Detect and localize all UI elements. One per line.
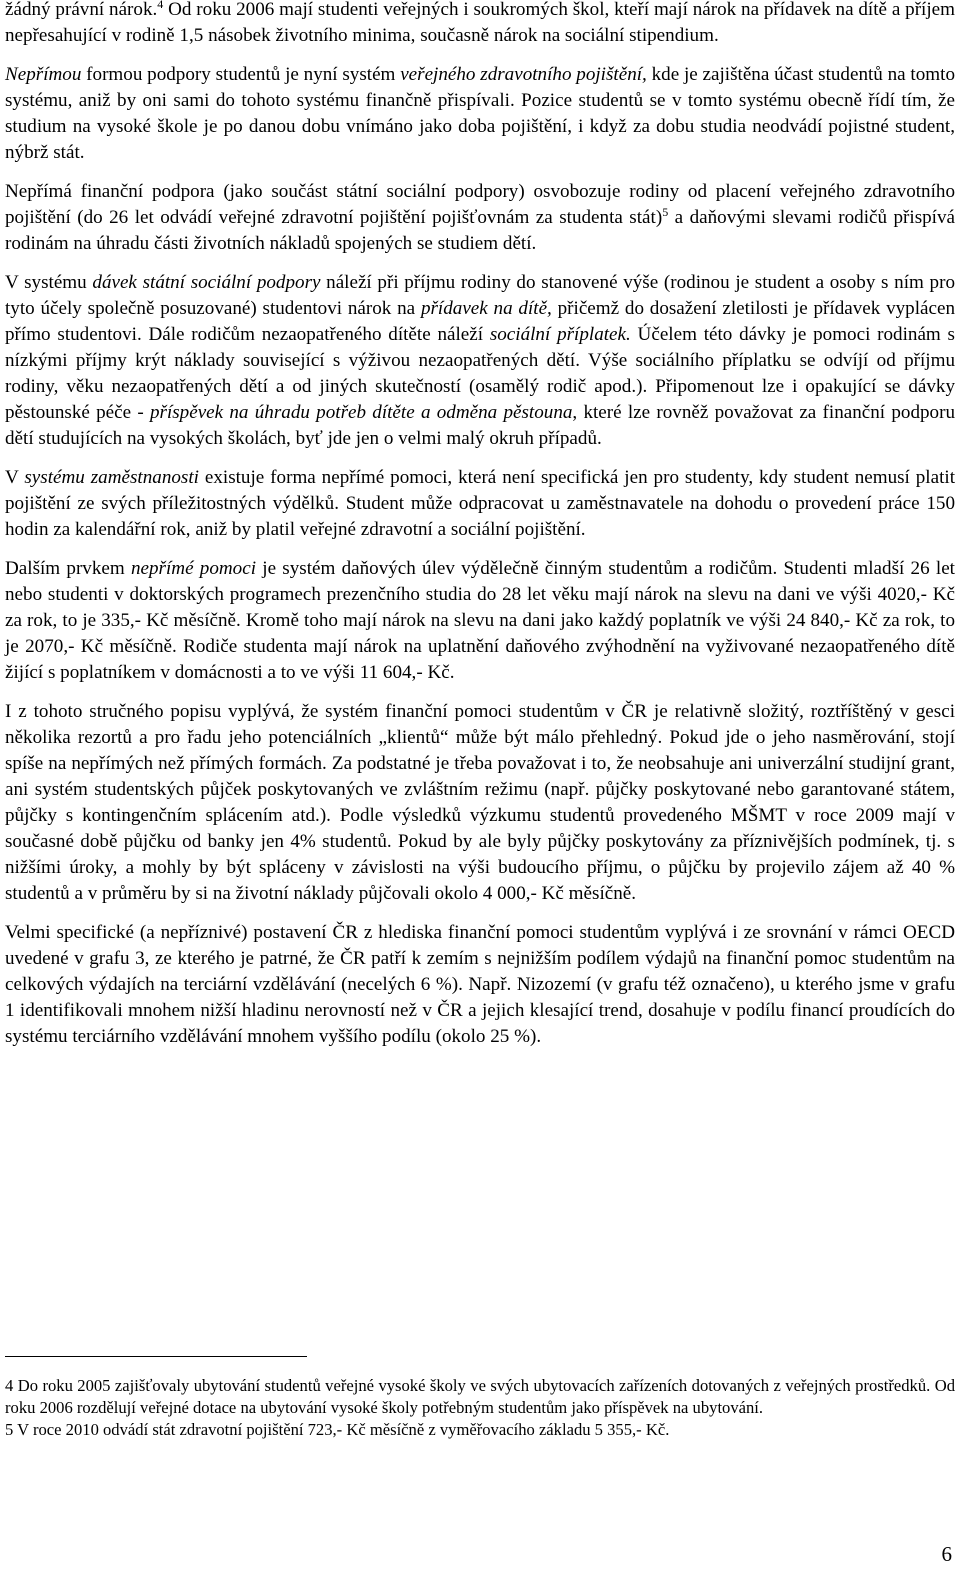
- text-run: a daňovými slevami rodičů přispívá rodinám na úhradu části životních nákladů spojených se studiem dětí.: [5, 207, 956, 254]
- emphasis-text: systému zaměstnanosti: [24, 467, 199, 488]
- emphasis-text: veřejného zdravotního pojištění,: [400, 64, 647, 85]
- text-run: Od roku 2006 mají studenti veřejných i soukromých škol, kteří mají nárok na přídavek na dítě a příjem nepřesahující v rodině 1,5 násobek životního minima, současně nárok na sociální stipendium.: [5, 0, 955, 46]
- emphasis-text: dávek státní sociální podpory: [92, 272, 321, 293]
- footnote-ref-5[interactable]: 5: [662, 205, 669, 219]
- text-run: V systému: [5, 272, 93, 293]
- text-run: náleží při příjmu rodiny do stanovené výše (rodinou je student a osoby s ním pro tyto účely společně posuzované) studentovi nárok na: [5, 272, 955, 319]
- paragraph-6: [5, 556, 955, 686]
- footnote-5: 5 V roce 2010 odvádí stát zdravotní pojištění 723,- Kč měsíčně z vyměřovacího základu 5 355,- Kč.: [5, 1420, 670, 1439]
- paragraph-8: Velmi specifické (a nepříznivé) postavení ČR z hlediska finanční pomoci studentům vyplývá i ze srovnání v rámci OECD uvedené v grafu 3, ze kterého je patrné, že ČR patří k zemím s nejnižším podílem výdajů na finanční pomoc studentům na celkových výdajích na terciární vzdělávání (necelých 6 %). Např. Nizozemí (v grafu též označeno), u kterého jsme v grafu 1 identifikovali mnohem nižší hladinu nerovností než v ČR a jejich klesající trend, dosahuje v podílu financí proudících do systému terciárního vzdělávání mnohem vyššího podílu (okolo 25 %).: [5, 922, 955, 1047]
- emphasis-text: Nepřímou: [5, 64, 82, 85]
- text-run: kde je zajištěna účast studentů na tomto systému, aniž by oni sami do tohoto systému finančně přispívali. Pozice studentů se v tomto systému obecně řídí tím, že studium na vysoké škole je po danou dobu vnímáno jako doba pojištění, i když za dobu studia neodvádí pojistné student, nýbrž stát.: [5, 64, 955, 163]
- text-run: formou podpory studentů je nyní systém: [81, 64, 401, 85]
- paragraph-7: I z tohoto stručného popisu vyplývá, že systém finanční pomoci studentům v ČR je relativně složitý, roztříštěný v gesci několika rezortů a pro řadu jeho potenciálních „klientů“ může být málo přehledný. Pokud jde o jeho nasměrování, stojí spíše na nepřímých než přímých formách. Za podstatné je třeba považovat i to, že neobsahuje ani univerzální studijní grant, ani systém studentských půjček poskytovaných ve zvláštním režimu (např. půjčky poskytované nebo garantované státem, půjčky s kontingenčním splácením atd.). Podle výsledků výzkumu studentů provedeného MŠMT v roce 2009 mají v současné době půjčku od banky jen 4% studentů. Pokud by ale byly půjčky poskytovány za příznivějších podmínek, tj. s nižšími úroky, a mohly by být spláceny v závislosti na výši budoucího příjmu, o půjčku by projevilo zájem až 40 % studentů a v průměru by si na životní náklady půjčovali okolo 4 000,- Kč měsíčně.: [5, 701, 955, 904]
- paragraph-1: [5, 0, 955, 49]
- text-run: přičemž do dosažení zletilosti je přídavek vyplácen přímo studentovi. Dále rodičům nezaopatřeného dítěte náleží: [5, 298, 955, 345]
- emphasis-text: sociální příplatek.: [489, 324, 631, 345]
- footnote-ref-4[interactable]: 4: [157, 0, 164, 11]
- emphasis-text: nepřímé pomoci: [130, 558, 257, 579]
- text-run: V: [5, 467, 25, 488]
- paragraph-5: [5, 465, 955, 543]
- paragraph-4: [5, 270, 955, 452]
- text-run: je systém daňových úlev výdělečně činným studentům a rodičům. Studenti mladší 26 let nebo studenti v doktorských programech prezenčního studia do 28 let věku mají nárok na slevu na dani ve výši 4020,- Kč za rok, to je 335,- Kč měsíčně. Kromě toho mají nárok na slevu na dani jako každý poplatník ve výši 24 840,- Kč za rok, to je 2070,- Kč měsíčně. Rodiče studenta mají nárok na uplatnění daňového zvýhodnění na vyživované nezaopatřeného dítě žijící s poplatníkem v domácnosti a to ve výši 11 604,- Kč.: [5, 558, 955, 683]
- paragraph-2: [5, 62, 955, 166]
- paragraph-3: [5, 179, 955, 257]
- text-run: Dalším prvkem: [5, 558, 131, 579]
- text-run: Nepřímá finanční podpora (jako součást státní sociální podpory) osvobozuje rodiny od placení veřejného zdravotního pojištění (do 26 let odvádí veřejné zdravotní pojištění pojišťovnám za studenta stát): [5, 181, 955, 228]
- footnotes-section: [5, 1356, 955, 1441]
- footnote-4: 4 Do roku 2005 zajišťovaly ubytování studentů veřejné vysoké školy ve svých ubytovacích zařízeních dotovaných z veřejných prostředků. Od roku 2006 rozdělují veřejné dotace na ubytování vysoké školy potřebným studentům jako příspěvek na ubytování.: [5, 1376, 955, 1417]
- text-run: , které lze rovněž považovat za finanční podporu dětí studujících na vysokých školách, byť jde jen o velmi malý okruh případů.: [5, 402, 955, 449]
- text-run: žádný právní nárok.: [5, 0, 158, 20]
- emphasis-text: příspěvek na úhradu potřeb dítěte a odměna pěstouna: [149, 402, 573, 423]
- page-body: [5, 0, 955, 1063]
- text-run: Účelem této dávky je pomoci rodinám s nízkými příjmy krýt náklady související s výživou nezaopatřených dětí. Výše sociálního příplatku se odvíjí od příjmu rodiny, věku nezaopatřených dětí a od jiných skutečností (osamělý rodič apod.). Připomenout lze i opakující se dávky pěstounské péče -: [5, 324, 955, 423]
- footnote-separator: [5, 1356, 307, 1357]
- text-run: existuje forma nepřímé pomoci, která není specifická jen pro studenty, kdy student nemusí platit pojištění ze svých příležitostných výdělků. Student může odpracovat u zaměstnavatele na dohodu o provedení práce 150 hodin za kalendářní rok, aniž by platil veřejné zdravotní a sociální pojištění.: [5, 467, 956, 540]
- page-number: 6: [941, 1542, 952, 1566]
- emphasis-text: přídavek na dítě,: [420, 298, 552, 319]
